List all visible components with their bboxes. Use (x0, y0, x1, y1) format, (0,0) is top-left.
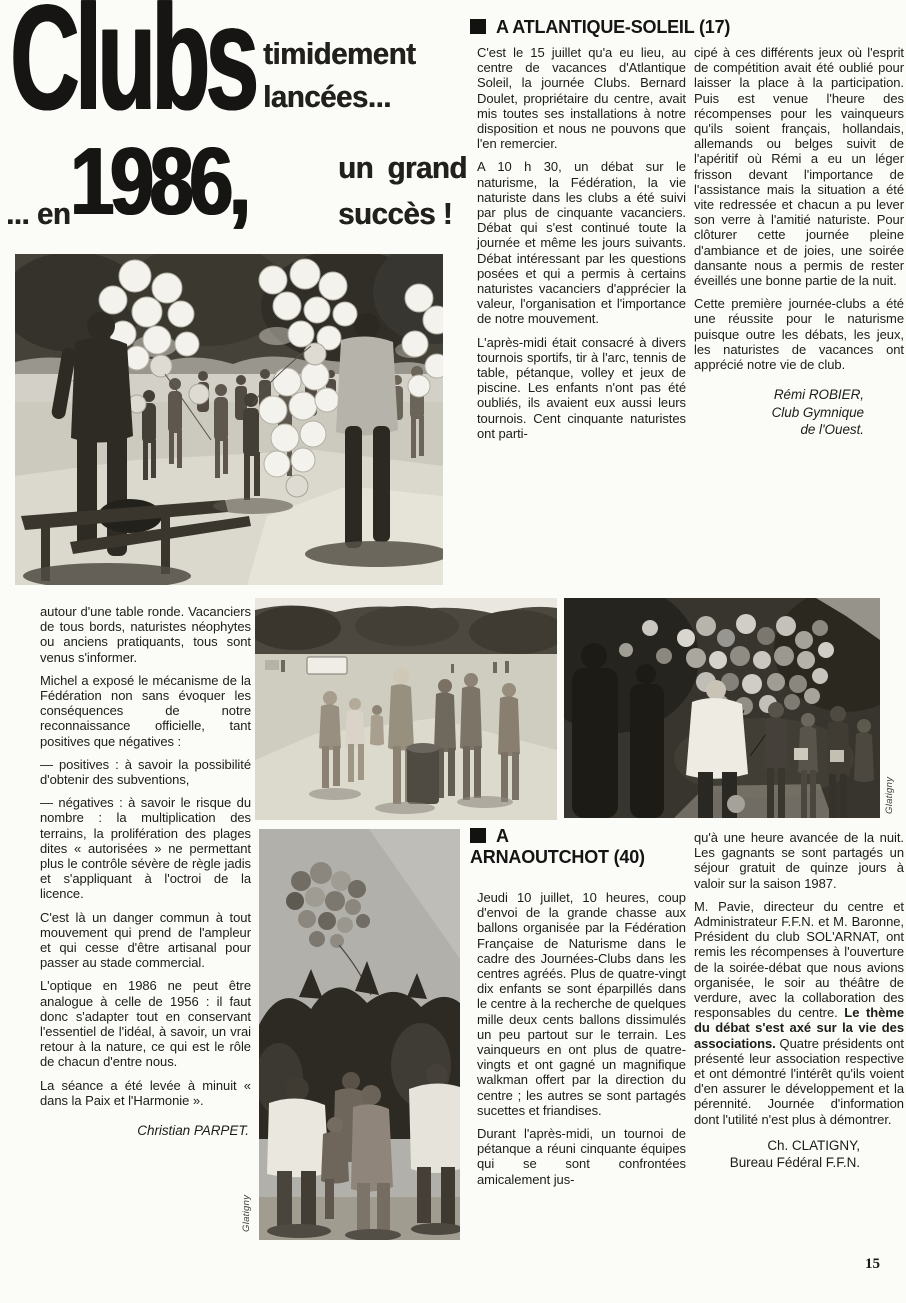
photo-credit-glatigny-2: Glatigny (241, 1194, 252, 1232)
article-arnaoutchot-title-line1: A (496, 826, 509, 846)
left-column (40, 604, 251, 1140)
paragraph: Durant l'après-midi, un tournoi de pétanque a réuni cinquante équipes qui se sont confrontées amicalement jus- (477, 1126, 686, 1187)
article-atlantique-col2 (694, 45, 904, 439)
article-arnaoutchot-signature (694, 1137, 904, 1172)
photo-balloon-gathering (15, 254, 443, 585)
headline-tagline-1: timidement (263, 36, 416, 71)
paragraph: La séance a été levée à minuit « dans la Paix et l'Harmonie ». (40, 1077, 251, 1108)
left-column-signature: Christian PARPET. (137, 1123, 249, 1139)
paragraph: qu'à une heure avancée de la nuit. Les gagnants se sont partagés un séjour gratuit de quinze jours à valoir sur la saison 1987. (694, 830, 904, 891)
article-arnaoutchot-col1 (477, 890, 686, 1187)
section-bullet-square-icon (470, 828, 486, 843)
photo-balloons-crowd-art (564, 598, 880, 818)
paragraph: Michel a exposé le mécanisme de la Fédération non sans évoquer les conséquences de notre reconnaissance officielle, tant positives que négatives : (40, 672, 251, 749)
signature-name: Rémi ROBIER, (773, 387, 864, 403)
signature-name: Ch. CLATIGNY, (767, 1137, 860, 1153)
article-atlantique-title: A ATLANTIQUE-SOLEIL (17) (496, 17, 731, 37)
photo-balloons-sky-art (259, 829, 460, 1240)
article-arnaoutchot-title-line2: ARNAOUTCHOT (40) (470, 847, 645, 867)
paragraph: C'est là un danger commun à tout mouvement qui prend de l'ampleur et qui cesse d'être artisanal pour passer au stade commercial. (40, 909, 251, 971)
article-arnaoutchot-title-line1-row (470, 826, 645, 847)
signature-club: Club Gymnique (771, 404, 864, 420)
paragraph: Cette première journée-clubs a été une réussite pour le naturisme puisque outre les débats, les jeux, les naturistes de vacances ont apprécié notre vie de club. (694, 296, 904, 373)
paragraph: L'optique en 1986 ne peut être analogue à celle de 1956 : il faut donc s'adapter tout en conservant l'essentiel de l'idéal, à savoir, un vrai retour à la nature, ce qui est le rôle de chacun d'entre nous. (40, 978, 251, 1070)
article-atlantique-signature (694, 386, 904, 439)
paragraph: — positives : à savoir la possibilité d'obtenir des subventions, (40, 756, 251, 788)
section-bullet-square-icon (470, 19, 486, 34)
headline-main: Clubs (10, 0, 255, 141)
signature-club-2: de l'Ouest. (800, 422, 864, 438)
paragraph: — négatives : à savoir le risque du nombre : la multiplication des terrains, la prolifération des plages dites « autorisées » ne permettant plus le contrôle sévère de règle jadis et s'appliquant à l'octroi de la licence. (40, 795, 251, 902)
paragraph: Jeudi 10 juillet, 10 heures, coup d'envoi de la grande chasse aux ballons organisée par la Fédération Française de Naturisme dans le cadre des Journées-Clubs dans les centres agréés. Plus de quatre-vingt dix enfants se sont éparpillés dans le centre à la recherche de quelques mille deux cents ballons dissimulés un peu partout sur le terrain. Les vainqueurs en ont plus de quatre-vingts et ont gagné un magnifique walkman offert par la direction du centre ; les autres se sont partagés sucettes et friandises. (477, 890, 686, 1118)
photo-balloons-sky (259, 829, 460, 1240)
headline-year: 1986, (70, 128, 247, 235)
page-number: 15 (865, 1256, 880, 1272)
paragraph: C'est le 15 juillet qu'a eu lieu, au centre de vacances d'Atlantique Soleil, la journée Clubs. Bernard Doulet, propriétaire du centre, avait mis toutes ses installations à notre disposition et nous ne pouvons que l'en remercier. (477, 45, 686, 152)
headline-tagline-2: lancées... (263, 79, 391, 114)
paragraph (694, 899, 904, 1127)
photo-children-field (255, 598, 557, 820)
photo-balloons-crowd (564, 598, 880, 818)
paragraph: autour d'une table ronde. Vacanciers de tous bords, naturistes néophytes ou anciens pratiquants, tous sont venus s'informer. (40, 604, 251, 665)
paragraph: A 10 h 30, un débat sur le naturisme, la Fédération, la vie naturiste dans les clubs a été suivi par plus de cinquante vacanciers. Débat qui s'est continué toute la journée et même les jours suivants. Débat intéressant par les questions posées et qui a permis à certains naturistes vacanciers d'apprécier la valeur, l'organisation et l'importance de notre mouvement. (477, 159, 686, 327)
headline-result-2: succès ! (338, 196, 453, 231)
paragraph: L'après-midi était consacré à divers tournois sportifs, tir à l'arc, tennis de table, pétanque, volley et jeux de piscine. Les enfants n'ont pas été oubliés, ils avaient eux aussi leurs tournois. Cent cinquante naturistes ont parti- (477, 334, 686, 441)
paragraph-segment: Quatre présidents ont présenté leur association respective et ont démontré l'intérêt qu'ils voient d'en assurer le développement et la pérennité. Journée d'information dont l'utilité n'est plus à démontrer. (694, 1035, 904, 1127)
article-atlantique-header (470, 17, 730, 38)
photo-credit-glatigny-1: Glatigny (884, 776, 895, 814)
headline-prefix: ... en (6, 196, 71, 231)
article-atlantique-col1 (477, 45, 686, 441)
article-arnaoutchot-col2 (694, 830, 904, 1172)
paragraph: cipé à ces différents jeux où l'esprit de compétition avait été oublié pour laisser la place à la participation. Puis est venue l'heure des récompenses pour les vainqueurs qu'ils soient français, hollandais, allemands ou belges suivit de l'apéritif où Rémi a eu un léger frisson devant l'importance de l'assistance mais la situation a été vite redressée et chacun a pu lever son verre à l'amitié naturiste. Pour clôturer cette journée pleine d'ambiance et de joies, une soirée dansante nous a permis de rester éveillés une bonne partie de la nuit. (694, 45, 904, 289)
headline-result-1: un grand (338, 150, 467, 185)
photo-balloon-gathering-art (15, 254, 443, 585)
paragraph-segment: M. Pavie, directeur du centre et Administrateur F.F.N. et M. Baronne, Président du club SOL'ARNAT, ont remis les récompenses à l'ouverture de la soirée-débat que nous avions organisée, le soir au théâtre de verdure, avec la collaboration des responsables du centre. (694, 898, 904, 1021)
signature-org: Bureau Fédéral F.F.N. (729, 1155, 860, 1171)
paragraph-segment-bold: Le thème du débat s'est axé sur la vie des associations. (694, 1005, 905, 1051)
photo-children-field-art (255, 598, 557, 820)
article-arnaoutchot-header (470, 826, 645, 868)
